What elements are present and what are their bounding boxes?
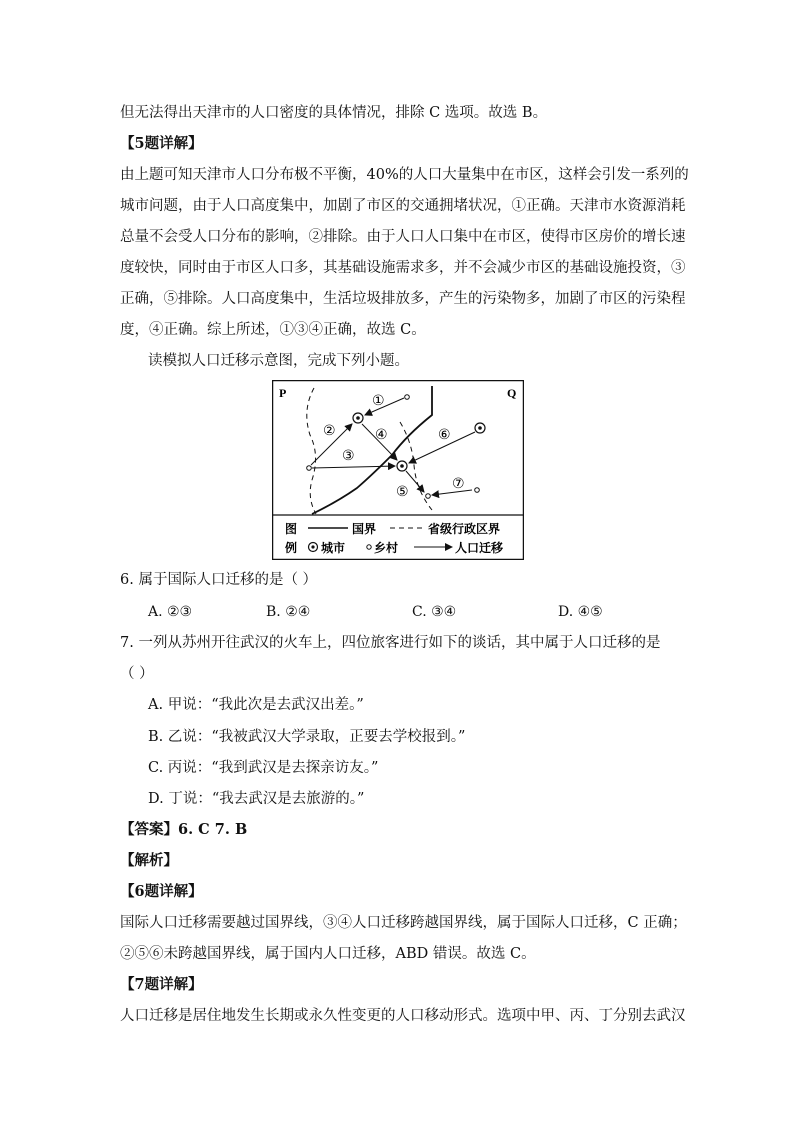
section-heading-5: 【5题详解】 xyxy=(120,135,203,152)
line-7: 正确，⑤排除。人口高度集中，生活垃圾排放多，产生的污染物多，加剧了市区的污染程 xyxy=(120,291,686,307)
map-num-2: ② xyxy=(323,423,336,439)
village-upper xyxy=(405,395,410,400)
line-3: 由上题可知天津市人口分布极不平衡，40%的人口大量集中在市区，这样会引发一系列的 xyxy=(120,167,689,183)
legend-city-label: 城市 xyxy=(321,541,346,555)
city-upper xyxy=(353,413,363,423)
q7-option-c: C. 丙说：“我到武汉是去探亲访友。” xyxy=(148,760,379,776)
legend-migration-label: 人口迁移 xyxy=(455,541,504,555)
q7-option-b: B. 乙说：“我被武汉大学录取，正要去学校报到。” xyxy=(148,729,466,745)
migration-map xyxy=(272,380,524,560)
q6-stem: 6. 属于国际人口迁移的是（ ） xyxy=(120,572,318,588)
answer-line: 【答案】6. C 7. B xyxy=(120,821,248,838)
q7-option-d: D. 丁说：“我去武汉是去旅游的。” xyxy=(148,791,365,807)
label-q: Q xyxy=(507,386,517,400)
q7-detail-line-1: 人口迁移是居住地发生长期或永久性变更的人口移动形式。选项中甲、丙、丁分别去武汉 xyxy=(120,1008,686,1024)
q6-detail-heading: 【6题详解】 xyxy=(120,883,203,900)
city-center xyxy=(397,461,407,471)
legend-title-2: 例 xyxy=(285,541,298,555)
map-intro: 读模拟人口迁移示意图，完成下列小题。 xyxy=(148,353,409,369)
q7-option-a: A. 甲说：“我此次是去武汉出差。” xyxy=(148,697,364,713)
legend-village-label: 乡村 xyxy=(374,541,399,555)
line-6: 度较快，同时由于市区人口多，其基础设施需求多，并不会减少市区的基础设施投资，③ xyxy=(120,260,686,276)
line-5: 总量不会受人口分布的影响，②排除。由于人口人口集中在市区，使得市区房价的增长速 xyxy=(120,229,686,245)
q6-option-d: D. ④⑤ xyxy=(558,604,603,620)
line-8: 度，④正确。综上所述，①③④正确，故选 C。 xyxy=(120,322,426,338)
q6-detail-line-1: 国际人口迁移需要越过国界线，③④人口迁移跨越国界线，属于国际人口迁移，C 正确； xyxy=(120,915,687,931)
map-num-3: ③ xyxy=(342,448,355,464)
q7-paren: （ ） xyxy=(120,666,154,682)
line-4: 城市问题，由于人口高度集中，加剧了市区的交通拥堵状况，①正确。天津市水资源消耗 xyxy=(120,198,686,214)
legend-title-1: 图 xyxy=(285,522,298,536)
map-num-1: ① xyxy=(372,393,385,409)
village-left xyxy=(307,466,312,471)
legend-border-label: 国界 xyxy=(352,522,377,536)
label-p: P xyxy=(279,386,287,400)
line-1: 但无法得出天津市的人口密度的具体情况，排除 C 选项。故选 B。 xyxy=(120,105,548,121)
q6-option-c: C. ③④ xyxy=(412,604,457,620)
map-num-4: ④ xyxy=(375,427,388,443)
legend-village-icon xyxy=(367,545,371,549)
q6-option-b: B. ②④ xyxy=(266,604,311,620)
q7-stem: 7. 一列从苏州开往武汉的火车上，四位旅客进行如下的谈话，其中属于人口迁移的是 xyxy=(120,635,661,651)
village-lower-right xyxy=(475,488,480,493)
map-num-7: ⑦ xyxy=(452,476,465,492)
q7-detail-heading: 【7题详解】 xyxy=(120,976,203,993)
legend-city-icon xyxy=(309,543,318,552)
q6-option-a: A. ②③ xyxy=(148,604,193,620)
map-num-6: ⑥ xyxy=(438,427,451,443)
legend-provincial-label: 省级行政区界 xyxy=(428,522,501,536)
map-num-5: ⑤ xyxy=(396,484,409,500)
analysis-heading: 【解析】 xyxy=(120,852,178,869)
village-lower xyxy=(426,494,431,499)
city-right xyxy=(475,423,485,433)
q6-detail-line-2: ②⑤⑥未跨越国界线，属于国内人口迁移，ABD 错误。故选 C。 xyxy=(120,946,536,962)
